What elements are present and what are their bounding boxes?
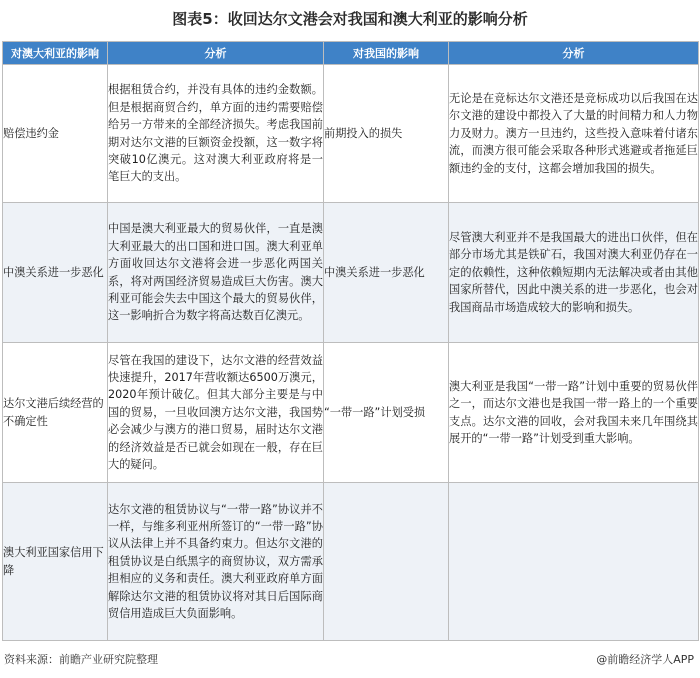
cn-impact-text: 中澳关系进一步恶化: [324, 265, 425, 279]
credit-note: @前瞻经济学人APP: [596, 653, 694, 666]
cn-analysis-cell: [449, 343, 699, 483]
cn-impact-cell: [324, 343, 449, 483]
au-analysis-text: 根据租赁合约，并没有具体的违约金数额。但是根据商贸合约，单方面的违约需要赔偿给另一方带来的全部经济损失。考虑我国前期对达尔文港的巨额资金投额，这一数字将突破10亿澳元。这对澳大利亚政府将是一笔巨大的支出。: [108, 83, 323, 184]
table-row: [3, 65, 699, 203]
header-au-analysis: 分析: [108, 42, 324, 65]
header-au-impact: 对澳大利亚的影响: [3, 42, 108, 65]
cn-analysis-cell: [449, 65, 699, 203]
cn-analysis-cell: [449, 483, 699, 641]
source-note: 资料来源：前瞻产业研究院整理: [4, 653, 158, 666]
au-impact-cell: [3, 343, 108, 483]
table-row: [3, 483, 699, 641]
cn-analysis-cell: [449, 203, 699, 343]
header-cn-analysis: 分析: [449, 42, 699, 65]
au-analysis-cell: [108, 483, 324, 641]
cn-analysis-text: 无论是在竞标达尔文港还是竞标成功以后我国在达尔文港的建设中都投入了大量的时间精力和人力物力及财力。澳方一旦违约，这些投入意味着付诸东流，而澳方很可能会采取各种形式逃避或者拖延巨额违约金的支付，这都会增加我国的损失。: [449, 91, 698, 175]
au-impact-text: 澳大利亚国家信用下降: [3, 546, 104, 577]
cn-analysis-text: 尽管澳大利亚并不是我国最大的进出口伙伴，但在部分市场尤其是铁矿石，我国对澳大利亚仍存在一定的依赖性，这种依赖短期内无法解决或者由其他国家所替代，因此中澳关系的进一步恶化，也会对我国商品市场造成较大的影响和损失。: [449, 230, 698, 314]
chart-title: 图表5：收回达尔文港会对我国和澳大利亚的影响分析: [172, 10, 528, 28]
cn-impact-text: 前期投入的损失: [324, 126, 403, 140]
au-impact-text: 达尔文港后续经营的不确定性: [3, 397, 104, 428]
cn-analysis-text: 澳大利亚是我国“一带一路”计划中重要的贸易伙伴之一，而达尔文港也是我国一带一路上的一个重要支点。达尔文港的回收，会对我国未来几年围绕其展开的“一带一路”计划受到重大影响。: [449, 379, 698, 445]
table-header-row: [3, 42, 699, 65]
au-analysis-text: 达尔文港的租赁协议与“一带一路”协议并不一样，与维多利亚州所签订的“一带一路”协议从法律上并不具备约束力。但达尔文港的租赁协议是白纸黑字的商贸协议，双方需承担相应的义务和责任。澳大利亚政府单方面解除达尔文港的租赁协议将对其日后国际商贸信用造成巨大负面影响。: [108, 502, 323, 621]
au-impact-cell: [3, 65, 108, 203]
cn-impact-cell: [324, 65, 449, 203]
au-impact-text: 赔偿违约金: [3, 126, 59, 140]
impact-analysis-table: [2, 41, 699, 641]
au-impact-cell: [3, 483, 108, 641]
cn-impact-cell: [324, 203, 449, 343]
cn-impact-text: “一带一路”计划受损: [324, 405, 426, 419]
table-row: [3, 203, 699, 343]
au-analysis-cell: [108, 65, 324, 203]
table-row: [3, 343, 699, 483]
header-cn-impact: 对我国的影响: [324, 42, 449, 65]
au-impact-cell: [3, 203, 108, 343]
au-analysis-text: 中国是澳大利亚最大的贸易伙伴，一直是澳大利亚最大的出口国和进口国。澳大利亚单方面收回达尔文港将会进一步恶化两国关系，将对两国经济贸易造成巨大伤害。澳大利亚可能会失去中国这个最大的贸易伙伴，这一影响折合为数字将高达数百亿澳元。: [108, 222, 323, 323]
au-analysis-text: 尽管在我国的建设下，达尔文港的经营效益快速提升，2017年营收额达6500万澳元，2020年预计破亿。但其大部分主要是与中国的贸易，一旦收回澳方达尔文港，我国势必会减少与澳方的港口贸易，届时达尔文港的经济效益是否已就会如现在一般，存在巨大的疑问。: [108, 353, 323, 472]
cn-impact-cell: [324, 483, 449, 641]
au-analysis-cell: [108, 343, 324, 483]
au-analysis-cell: [108, 203, 324, 343]
au-impact-text: 中澳关系进一步恶化: [3, 265, 104, 279]
